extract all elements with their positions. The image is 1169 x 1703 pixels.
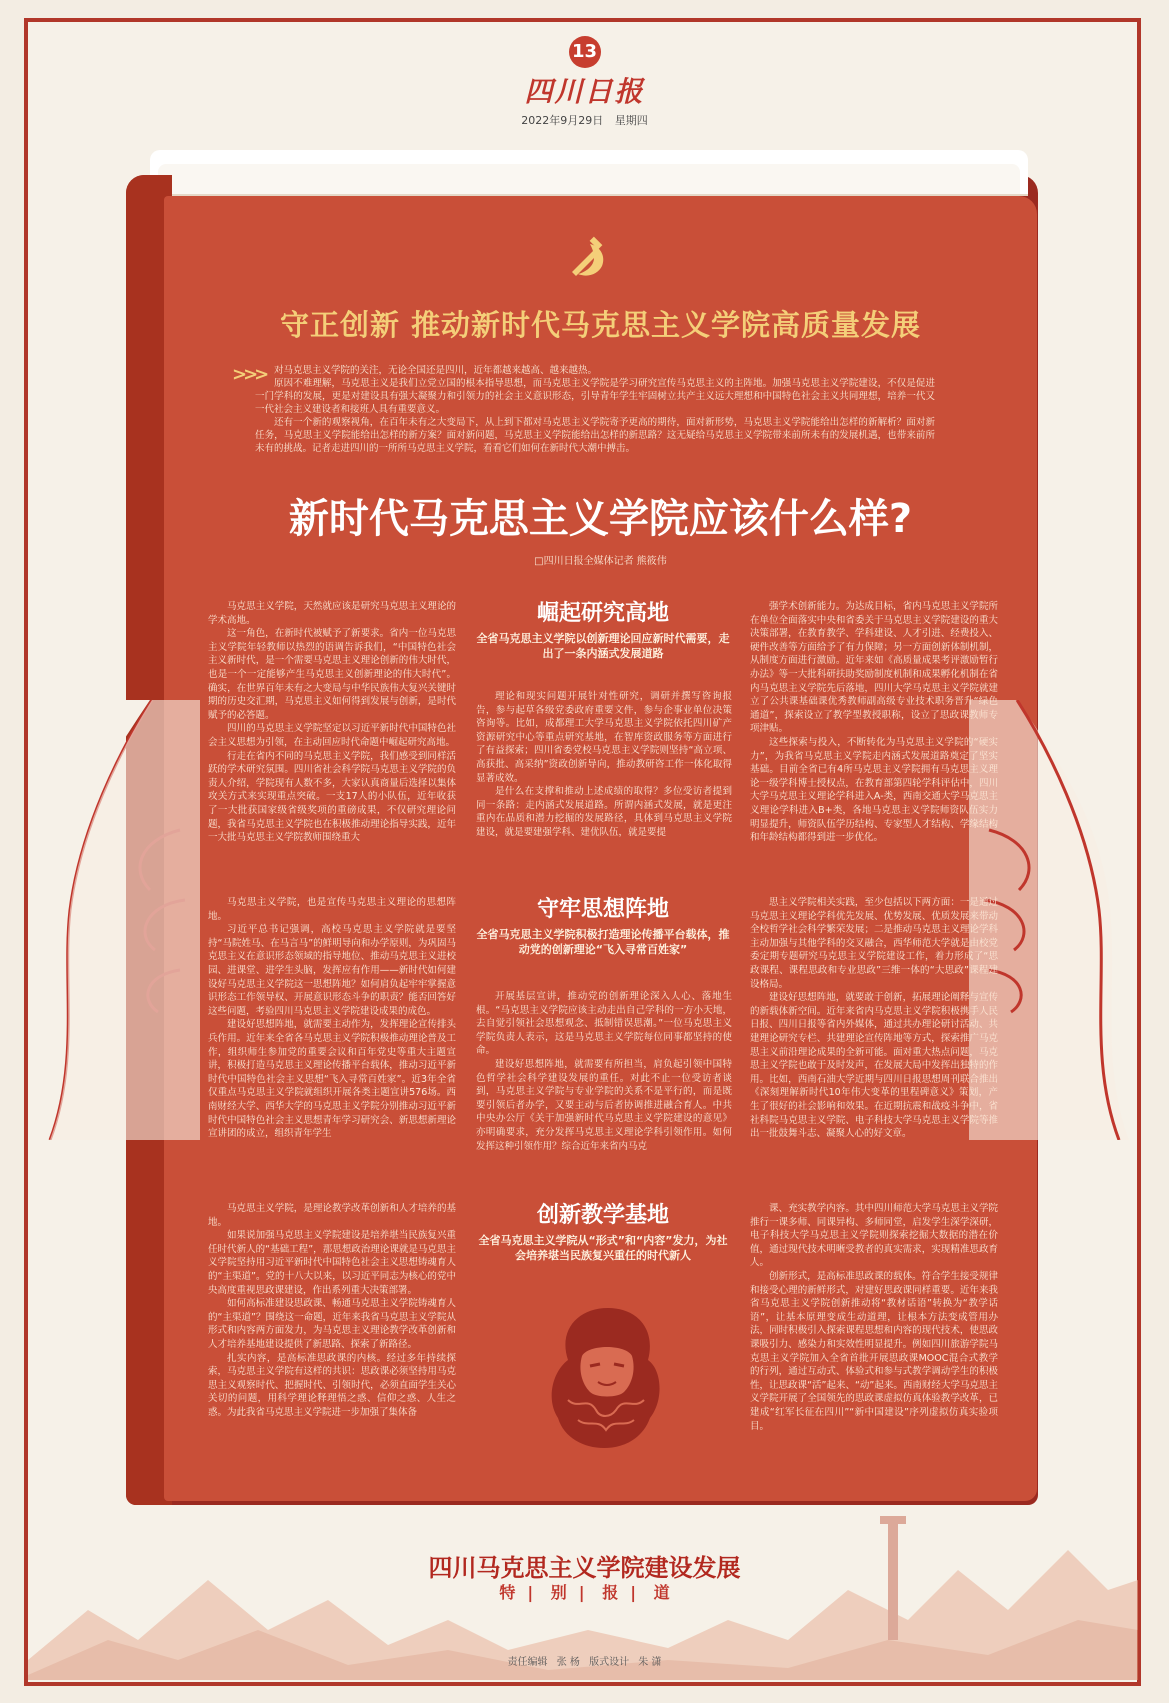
special-report-subtitle: 特 | 别 | 报 | 道 — [499, 1583, 670, 1602]
editor-name: 张 杨 — [556, 1657, 580, 1668]
party-emblem-icon — [560, 232, 610, 282]
subtitle-char: 报 — [602, 1583, 619, 1602]
paragraph: 马克思主义学院，天然就应该是研究马克思主义理论的学术高地。 — [208, 601, 456, 626]
page-number: 13 — [569, 36, 601, 68]
section-subtitle: 全省马克思主义学院以创新理论回应新时代需要，走出了一条内涵式发展道路 — [476, 632, 730, 660]
section-title: 守牢思想阵地 — [536, 897, 669, 922]
paragraph: 强学术创新能力。为达成目标，省内马克思主义学院所在单位全面落实中央和省委关于马克思主义学院建设的重大决策部署，在教育教学、学科建设、人才引进、经费投入、硬件改善等方面给予了有力保障；另一方面创新体制机制，从制度方面进行激励。近年来如《高质量成果考评激励暂行办法》等一大批科研扶助奖励制度机制和成果孵化机制在省内马克思主义学院先后落地，四川大学马克思主义学院就建立了公共课基础课优秀教师副高级专业技术职务晋升“绿色通道”，探索设立了教学型教授职称，设立了思政课教师专项津贴。 — [750, 601, 998, 735]
section-subtitle: 全省马克思主义学院从“形式”和“内容”发力，为社会培养堪当民族复兴重任的时代新人 — [478, 1234, 728, 1262]
section-subtitle: 全省马克思主义学院积极打造理论传播平台载体，推动党的创新理论“飞入寻常百姓家” — [476, 928, 730, 956]
section-2-left-column — [208, 896, 456, 1141]
section-title: 崛起研究高地 — [536, 601, 669, 626]
marx-portrait — [538, 1300, 672, 1450]
issue-date — [0, 112, 1169, 128]
paragraph: 建设好思想阵地，就需要有所担当，肩负起引领中国特色哲学社会科学建设发展的重任。对此不止一位受访者谈到，马克思主义学院与专业学院的关系不是平行的，而是既要引领后者办学，又要主动与后者协调推进融合育人。中共中央办公厅《关于加强新时代马克思主义学院建设的意见》亦明确要求，充分发挥马克思主义理论学科引领作用。如何发挥这种引领作用？综合近年来省内马克 — [476, 1058, 732, 1152]
weekday-text: 星期四 — [614, 114, 648, 127]
section-1-middle-column — [476, 690, 732, 840]
paragraph: 创新形式，是高标准思政课的载体。符合学生接受规律和接受心理的新鲜形式，对建好思政课同样重要。近年来我省马克思主义学院创新推动将“教材话语”转换为“教学话语”，让基本原理变成生动道理，让根本方法变成管用办法，同时积极引入探索课程思想和内容的现代技术，使思政课吸引力、感染力和实效性明显提升。例如四川旅游学院马克思主义学院加入全省首批开展思政课MOOC混合式教学的行列，通过互动式、体验式和参与式教学调动学生的积极性，让思政课“活”起来、“动”起来。西南财经大学马克思主义学院开展了全国领先的思政课虚拟仿真体验教学改革，已建成“红军长征在四川”“新中国建设”序列虚拟仿真实验项目。 — [750, 1270, 998, 1432]
designer-name: 朱 潇 — [638, 1657, 662, 1668]
subtitle-char: 别 — [550, 1583, 567, 1602]
paragraph: 是什么在支撑和推动上述成绩的取得？多位受访者提到同一条路：走内涵式发展道路。所谓内涵式发展，就是更注重内在品质和潜力挖掘的发展路径，具体到马克思主义学院建设，就是要建强学科、建优队伍，就是要提 — [476, 786, 732, 838]
paper-name: 四川日报 — [524, 75, 645, 108]
paragraph: 扎实内容，是高标准思政课的内核。经过多年持续探索，马克思主义学院有这样的共识：思政课必须坚持用马克思主义观察时代、把握时代、引领时代，必须直面学生关心关切的问题，用科学理论释理悟之惑、信仰之惑、人生之惑。为此我省马克思主义学院进一步加强了集体备 — [208, 1352, 456, 1418]
editor-credits — [0, 1653, 1169, 1668]
paragraph: 这一角色，在新时代被赋予了新要求。省内一位马克思主义学院年轻教师以热烈的语调告诉我们，“中国特色社会主义新时代，是一个需要马克思主义理论创新的伟大时代，也是一个一定能够产生马克思主义创新理论的伟大时代”。确实，在世界百年未有之大变局与中华民族伟大复兴关键时期的历史交汇期，马克思主义如何得到发展与创新，是时代赋予的必答题。 — [208, 628, 456, 721]
paragraph: 马克思主义学院，是理论教学改革创新和人才培养的基地。 — [208, 1203, 456, 1228]
paragraph: 这些探索与投入，不断转化为马克思主义学院的“硬实力”，为我省马克思主义学院走内涵式发展道路奠定了坚实基础。目前全省已有4所马克思主义学院拥有马克思主义理论一级学科博士授权点，在教育部第四轮学科评估中，四川大学马克思主义理论学科进入A-类，西南交通大学马克思主义理论学科进入B+类，各地马克思主义学院师资队伍实力明显提升，师资队伍学历结构、专家型人才结构、学缘结构和年龄结构都得到进一步优化。 — [750, 736, 998, 844]
paragraph: 习近平总书记强调，高校马克思主义学院就是要坚持“马院姓马、在马言马”的鲜明导向和办学原则，为巩固马克思主义在意识形态领域的指导地位、推动马克思主义进校园、进课堂、进学生头脑，发挥应有作用——新时代如何建设好马克思主义学院这一思想阵地？如何肩负起牢牢掌握意识形态工作领导权、开展意识形态斗争的职责？能否回答好这些问题，考验四川马克思主义学院建设成果的成色。 — [208, 924, 456, 1017]
quote-chevrons: >>> — [232, 364, 266, 385]
section-3-heading — [474, 1198, 732, 1263]
editor-label: 责任编辑 — [507, 1657, 548, 1668]
paragraph: 如何高标准建设思政课、畅通马克思主义学院铸魂育人的“主渠道”？围绕这一命题，近年来我省马克思主义学院从形式和内容两方面发力，为马克思主义理论教学改革创新和人才培养基地建设提供了新思路、探索了新路径。 — [208, 1298, 456, 1350]
paragraph: 建设好思想阵地，就需要主动作为，发挥理论宣传排头兵作用。近年来全省各马克思主义学院积极推动理论普及工作，组织师生参加党的重要会议和百年党史等重大主题宣讲，积极打造马克思主义理论传播平台载体，推动习近平新时代中国特色社会主义思想“飞入寻常百姓家”。近3年全省仅重点马克思主义学院就组织开展各类主题宣讲576场。西南财经大学、西华大学的马克思主义学院分别推动习近平新时代中国特色社会主义思想青年学习研究会、新思想新理论宣讲团的成立，组织青年学生 — [208, 1019, 456, 1140]
special-report-title: 四川马克思主义学院建设发展 — [428, 1554, 741, 1582]
section-3-right-column — [750, 1202, 998, 1433]
section-2-right-column — [750, 896, 998, 1141]
byline: □四川日报全媒体记者 熊筱伟 — [534, 556, 667, 567]
section-title: 创新教学基地 — [536, 1203, 669, 1228]
paragraph: 行走在省内不同的马克思主义学院，我们感受到同样活跃的学术研究氛围。四川省社会科学院马克思主义学院的负责人介绍，学院现有人数不多，大家认真商量后选择以集体攻关方式来实现重点突破。一支17人的小队伍，近年收获了一大批获国家级省级奖项的重磅成果，不仅研究理论问题，我省马克思主义学院也在积极推动理论指导实践，近年一大批马克思主义学院教师围绕重大 — [208, 750, 456, 844]
subtitle-char: 道 — [653, 1583, 670, 1602]
section-2-middle-column — [476, 990, 732, 1153]
paragraph: 建设好思想阵地，就要敢于创新，拓展理论阐释与宣传的新载体新空间。近年来省内马克思主义学院积极携手人民日报、四川日报等省内外媒体，通过共办理论研讨活动、共建理论研究专栏、共建理论宣传阵地等方式，探索推广马克思主义前沿理论成果的全新可能。面对重大热点问题，马克思主义学院也敢于及时发声，在发展大局中发挥出独特的作用。比如，西南石油大学近期与四川日报思想周刊联合推出《深刻理解新时代10年伟大变革的里程碑意义》策划，产生了很好的社会影响和效果。在近期抗震和战疫斗争中，省社科院马克思主义学院、电子科技大学马克思主义学院等推出一批鼓舞斗志、凝聚人心的好文章。 — [750, 992, 998, 1140]
section-1-right-column — [750, 600, 998, 845]
paragraph: 课、充实教学内容。其中四川师范大学马克思主义学院推行一课多师、同课异构、多师同堂，启发学生深学深研，电子科技大学马克思主义学院则探索挖掘大数据的潜在价值，通过现代技术明晰受教者的真实需求，实现精准思政育人。 — [750, 1203, 998, 1269]
subtitle-char: 特 — [499, 1583, 516, 1602]
paragraph: 如果说加强马克思主义学院建设是培养堪当民族复兴重任时代新人的“基础工程”，那思想政治理论课就是马克思主义学院坚持用习近平新时代中国特色社会主义思想铸魂育人的“主渠道”。党的十八大以来，以习近平同志为核心的党中央高度重视思政课建设，作出系列重大决策部署。 — [208, 1230, 456, 1296]
intro-paragraph: 原因不难理解，马克思主义是我们立党立国的根本指导思想，而马克思主义学院是学习研究宣传马克思主义的主阵地。加强马克思主义学院建设，不仅是促进一门学科的发展，更是对建设具有强大凝聚力和引领力的社会主义意识形态，引导青年学生牢固树立共产主义远大理想和中国特色社会主义共同理想，培养一代又一代社会主义建设者和接班人具有重要意义。 — [255, 378, 935, 415]
paragraph: 四川的马克思主义学院坚定以习近平新时代中国特色社会主义思想为引领，在主动回应时代命题中崛起研究高地。 — [208, 723, 456, 748]
intro-paragraph: 对马克思主义学院的关注，无论全国还是四川，近年都越来越高、越来越热。 — [274, 365, 598, 376]
section-1-heading — [474, 596, 732, 661]
section-2-heading — [474, 892, 732, 957]
paragraph: 思主义学院相关实践，至少包括以下两方面：一是通过马克思主义理论学科优先发展、优势发展、优质发展来带动全校哲学社会科学繁荣发展；二是推动马克思主义理论学科主动加强与其他学科的交叉融合，西华师范大学就是由校党委定期专题研究马克思主义学院建设工作，着力形成了“思政课程、课程思政和专业思政”三维一体的“大思政”课程建设格局。 — [750, 897, 998, 990]
paragraph: 马克思主义学院，也是宣传马克思主义理论的思想阵地。 — [208, 897, 456, 922]
section-3-left-column — [208, 1202, 456, 1420]
designer-label: 版式设计 — [589, 1657, 630, 1668]
date-text: 2022年9月29日 — [521, 114, 604, 127]
intro-block — [255, 364, 935, 455]
left-hand — [40, 700, 200, 1140]
section-1-left-column — [208, 600, 456, 845]
masthead — [0, 36, 1169, 128]
main-title: 新时代马克思主义学院应该什么样? — [288, 496, 913, 542]
paragraph: 理论和现实问题开展针对性研究，调研并撰写咨询报告，参与起草各级党委政府重要文件，参与企事业单位决策咨询等。比如，成都理工大学马克思主义学院依托四川矿产资源研究中心等重点研究基地，在智库资政服务等方面进行了有益探索；四川省委党校马克思主义学院则坚持“高立项、高获批、高采纳”资政创新导向，推动教研咨工作一体化取得显著成效。 — [476, 691, 732, 784]
headline: 守正创新 推动新时代马克思主义学院高质量发展 — [279, 308, 922, 342]
book-pages-inner — [158, 164, 1020, 194]
paragraph: 开展基层宣讲，推动党的创新理论深入人心、落地生根。“马克思主义学院应该主动走出自己学科的一方小天地，去自觉引领社会思想观念、抵制错误思潮。”一位马克思主义学院负责人表示，这是马克思主义学院每位同事都坚持的使命。 — [476, 991, 732, 1057]
intro-paragraph: 还有一个新的观察视角，在百年未有之大变局下，从上到下都对马克思主义学院寄予更高的期待，面对新形势，马克思主义学院能给出怎样的新解析？面对新任务，马克思主义学院能给出怎样的新方案？面对新问题，马克思主义学院能给出怎样的新思路？这无疑给马克思主义学院带来前所未有的发展机遇，也带来前所未有的挑战。记者走进四川的一所所马克思主义学院，看看它们如何在新时代大潮中搏击。 — [255, 417, 935, 454]
